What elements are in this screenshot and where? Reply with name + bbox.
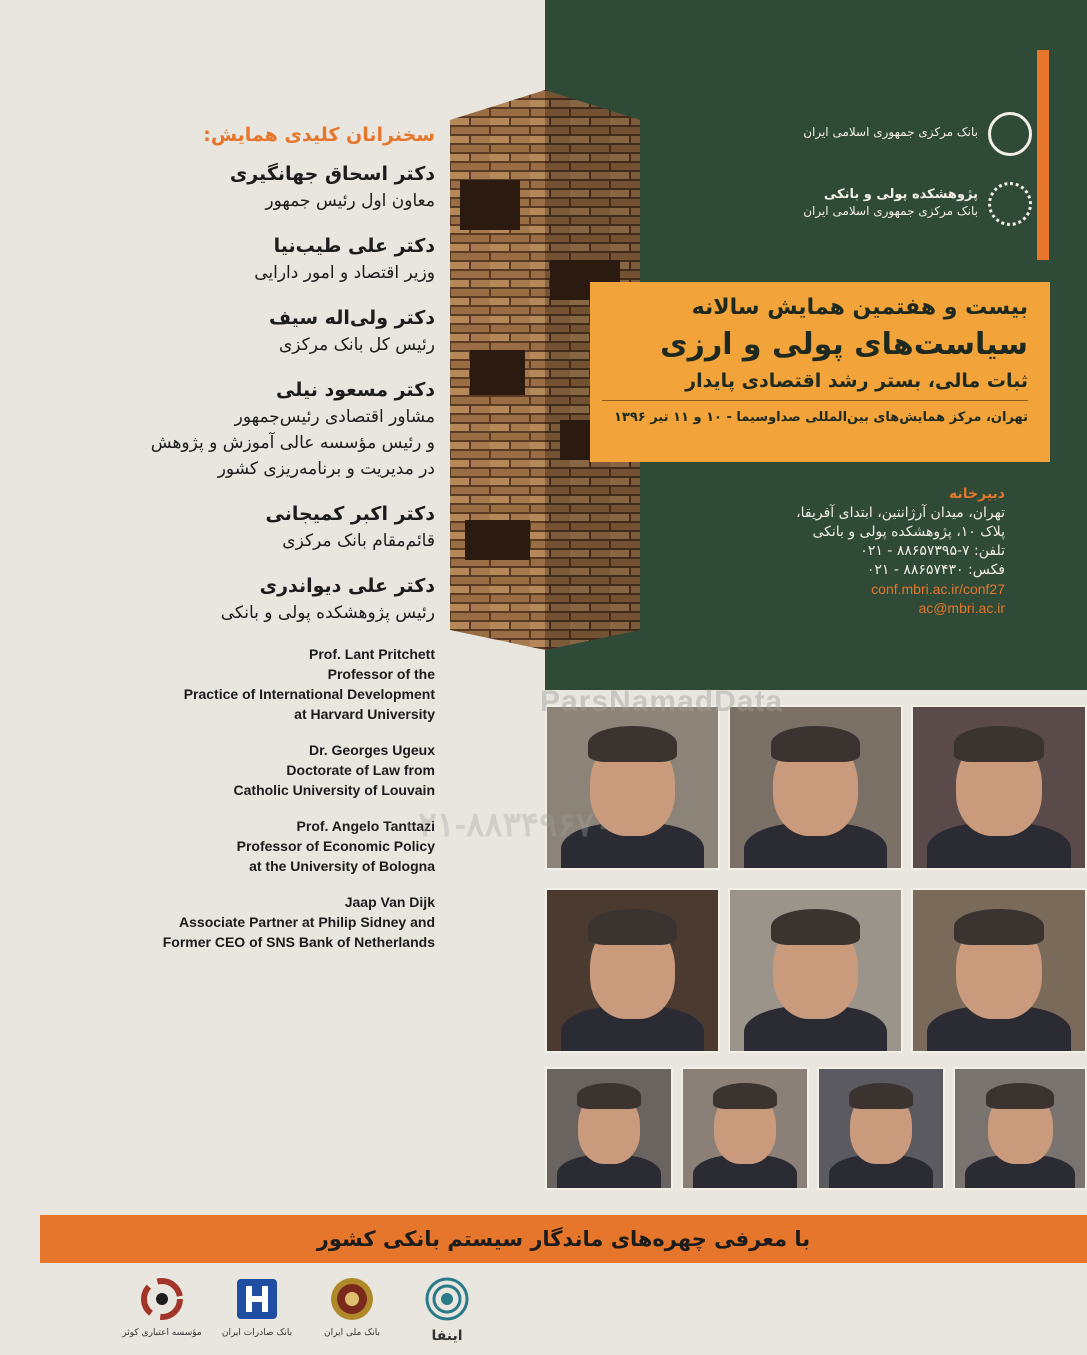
speaker-role: at Harvard University [294,706,435,722]
speaker-name: دکتر علی دیواندری [259,575,435,597]
en-speaker [40,644,435,724]
speaker-role: مشاور اقتصادی رئیس‌جمهور [234,407,435,427]
speaker-role: at the University of Bologna [249,858,435,874]
speaker-role: Former CEO of SNS Bank of Netherlands [162,934,435,950]
speaker-name: Jaap Van Dijk [344,894,435,910]
speaker-role: Professor of the [327,666,435,682]
speaker-name: Dr. Georges Ugeux [308,742,435,758]
sponsor-label: اینفا [431,1328,463,1344]
sponsor-saderat [215,1270,299,1350]
en-speaker [40,892,435,952]
saderat-logo-icon [232,1274,282,1324]
conference-title: سیاست‌های پولی و ارزی [660,327,1028,362]
speaker-name: دکتر مسعود نیلی [276,379,435,401]
sponsor-melli [310,1270,394,1350]
watermark-brand: ParsNamadData [540,685,784,718]
speaker-photo [728,705,903,870]
speaker-role: رئیس پژوهشکده پولی و بانکی [220,603,435,623]
speaker-role: Associate Partner at Philip Sidney and [179,914,435,930]
cbi-emblem-icon [988,112,1032,156]
bottom-banner: با معرفی چهره‌های ماندگار سیستم بانکی کشور [40,1215,1087,1263]
cbi-logo [803,112,1032,141]
speaker-name: Prof. Angelo Tanttazi [296,818,435,834]
decorative-strip [1037,50,1049,260]
sponsor-infa [405,1270,489,1350]
speaker-role: وزیر اقتصاد و امور دارایی [254,263,435,283]
kowsar-logo-icon [137,1274,187,1324]
speaker-photo [953,1067,1087,1190]
mbri-title: پژوهشکده پولی و بانکی [823,187,978,202]
speaker-photo [545,705,720,870]
speaker-photo [545,1067,673,1190]
speaker-name: دکتر علی طیب‌نیا [273,235,435,257]
speaker-photos [545,700,1087,1210]
speaker-role: رئیس کل بانک مرکزی [278,335,435,355]
sponsor-label: بانک ملی ایران [324,1328,380,1338]
infa-logo-icon [422,1274,472,1324]
secretariat-phone: تلفن: ۷-۸۸۶۵۷۳۹۵ - ۰۲۱ [860,543,1005,559]
sponsor-logos [120,1270,590,1350]
speaker-photo [728,888,903,1053]
speaker-role: Practice of International Development [183,686,435,702]
speaker-role: Doctorate of Law from [286,762,435,778]
sponsor-kowsar [120,1270,204,1350]
mbri-logo [803,182,1032,220]
speaker-role: معاون اول رئیس جمهور [265,191,435,211]
speaker-role: Catholic University of Louvain [233,782,435,798]
speaker-photo [817,1067,945,1190]
fa-speaker [40,160,435,214]
watermark-phone: ۰۲۱-۸۸۳۴۹۶۷۰ [400,806,613,844]
mbri-emblem-icon [988,182,1032,226]
sponsor-label: بانک صادرات ایران [221,1328,293,1338]
mbri-subtitle: بانک مرکزی جمهوری اسلامی ایران [803,204,978,218]
speaker-role: در مدیریت و برنامه‌ریزی کشور [217,459,435,479]
fa-speaker [40,232,435,286]
secretariat-info [796,485,1005,618]
fa-speaker [40,376,435,482]
speaker-photo [911,705,1087,870]
speaker-name: دکتر اسحاق جهانگیری [229,163,435,185]
secretariat-fax: فکس: ۸۸۶۵۷۴۳۰ - ۰۲۱ [866,562,1005,578]
en-speaker [40,816,435,876]
speaker-role: و رئیس مؤسسه عالی آموزش و پژوهش [150,433,435,453]
secretariat-title: دبیرخانه [949,486,1005,502]
speaker-name: Prof. Lant Pritchett [308,646,435,662]
speaker-photo [911,888,1087,1053]
secretariat-address: تهران، میدان آرژانتین، ابتدای آفریقا، [796,505,1005,521]
website-link[interactable]: conf.mbri.ac.ir/conf27 [871,581,1005,597]
speaker-name: دکتر اکبر کمیجانی [265,503,435,525]
cbi-name: بانک مرکزی جمهوری اسلامی ایران [803,125,978,139]
fa-speaker [40,500,435,554]
speakers-title: سخنرانان کلیدی همایش: [203,124,435,146]
sponsor-label: مؤسسه اعتباری کوثر [122,1328,202,1338]
speakers-column [40,110,435,1200]
speaker-photo [545,888,720,1053]
conference-title-box [590,282,1050,462]
conference-subtitle: ثبات مالی، بستر رشد اقتصادی پایدار [685,370,1028,392]
conference-edition: بیست و هفتمین همایش سالانه [691,295,1028,320]
fa-speaker [40,304,435,358]
speaker-role: Professor of Economic Policy [236,838,435,854]
secretariat-address: پلاک ۱۰، پژوهشکده پولی و بانکی [812,524,1005,540]
speaker-role: قائم‌مقام بانک مرکزی [282,531,435,551]
fa-speaker [40,572,435,626]
en-speaker [40,740,435,800]
melli-logo-icon [327,1274,377,1324]
speaker-photo [681,1067,809,1190]
email-link[interactable]: ac@mbri.ac.ir [918,600,1005,616]
conference-venue-date: تهران، مرکز همایش‌های بین‌المللی صداوسیما - ۱۰ و ۱۱ تیر ۱۳۹۶ [602,400,1028,435]
speaker-name: دکتر ولی‌اله سیف [268,307,435,329]
